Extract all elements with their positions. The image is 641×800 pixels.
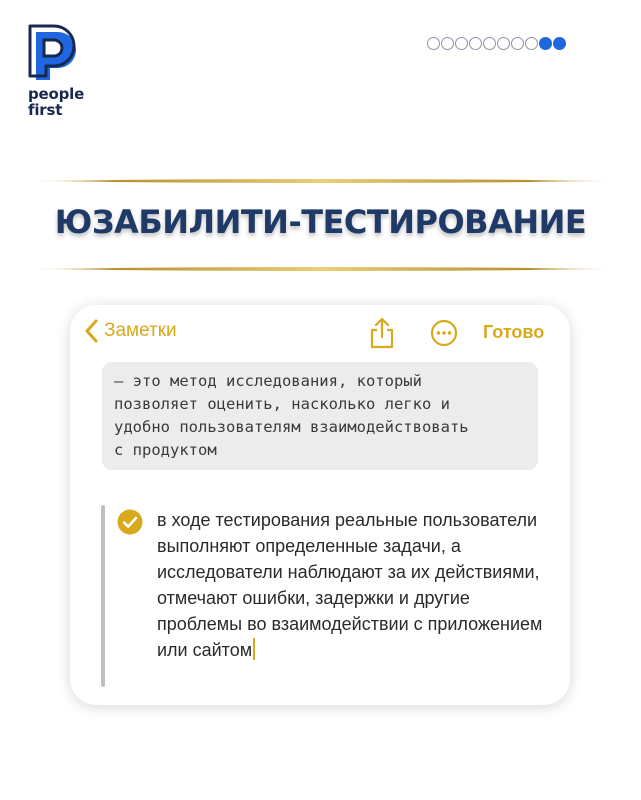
- done-button[interactable]: Готово: [483, 322, 545, 342]
- people-first-logo: [28, 24, 98, 118]
- progress-dot: [525, 37, 538, 50]
- progress-dot: [469, 37, 482, 50]
- text-cursor: [253, 638, 255, 660]
- progress-dot: [483, 37, 496, 50]
- progress-dot: [553, 37, 566, 50]
- definition-line: – это метод исследования, который: [114, 372, 422, 390]
- back-button[interactable]: [84, 319, 177, 343]
- gold-divider-top: [28, 178, 616, 184]
- slide-progress-dots: [427, 37, 566, 50]
- gold-divider-bottom: [28, 266, 616, 272]
- checkmark-icon[interactable]: [117, 509, 143, 535]
- progress-dot: [427, 37, 440, 50]
- definition-code-block: [102, 362, 538, 470]
- progress-dot: [511, 37, 524, 50]
- notes-nav-bar: [70, 305, 570, 365]
- chevron-left-icon: [84, 319, 98, 343]
- back-label: Заметки: [104, 320, 177, 341]
- more-icon[interactable]: [430, 319, 458, 347]
- quote-bar: [101, 505, 105, 687]
- definition-line: позволяет оценить, насколько легко и: [114, 395, 450, 413]
- logo-text-first: first: [28, 101, 63, 119]
- share-icon[interactable]: [369, 317, 395, 349]
- checklist-item-text[interactable]: [157, 507, 552, 663]
- page-headline: ЮЗАБИЛИТИ-ТЕСТИРОВАНИЕ: [54, 203, 587, 241]
- definition-line: удобно пользователям взаимодействовать: [114, 418, 469, 436]
- progress-dot: [539, 37, 552, 50]
- definition-line: с продуктом: [114, 441, 217, 459]
- progress-dot: [455, 37, 468, 50]
- logo-mark-icon: [28, 24, 88, 82]
- checklist-item-content: в ходе тестирования реальные пользователи выполняют определенные задачи, а исследователи наблюдают за их действиями, отмечают ошибки, задержки и другие проблемы во взаимодействии с приложением или сайтом: [157, 510, 543, 660]
- notes-card: [70, 305, 570, 705]
- progress-dot: [497, 37, 510, 50]
- logo-text-people: people: [28, 85, 85, 103]
- progress-dot: [441, 37, 454, 50]
